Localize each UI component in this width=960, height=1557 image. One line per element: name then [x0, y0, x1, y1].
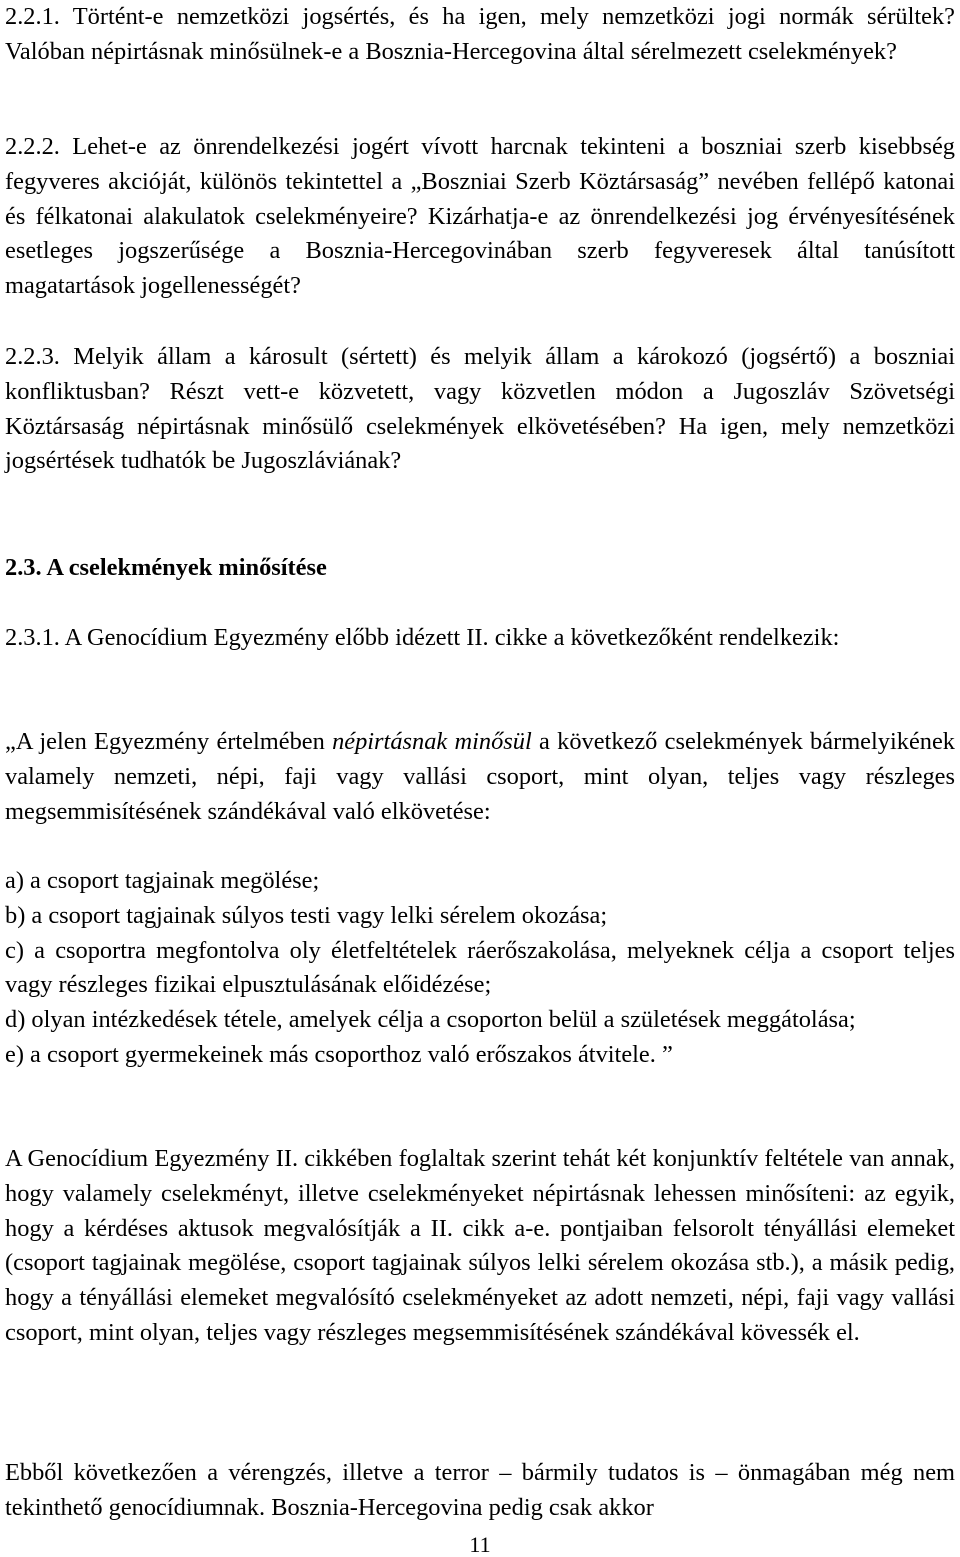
paragraph-2-2-1: 2.2.1. Történt-e nemzetközi jogsértés, és ha igen, mely nemzetközi jogi normák sérültek? Valóban népirtásnak minősülnek-e a Bosznia-Hercegovina által sérelmezett cselekmények? — [5, 3, 955, 65]
list-item-c: c) a csoportra megfontolva oly életfeltételek ráerőszakolása, melyeknek célja a csoport teljes vagy részleges fizikai elpusztulásának előidézése; — [5, 936, 955, 999]
list-item-a: a) a csoport tagjainak megölése; — [5, 867, 320, 894]
quote-emphasis: népirtásnak minősül — [332, 728, 532, 755]
list-item-e: e) a csoport gyermekeinek más csoporthoz való erőszakos átvitele. ” — [5, 1040, 673, 1068]
quoted-definition — [5, 725, 955, 829]
section-heading-2-3: 2.3. A cselekmények minősítése — [5, 554, 327, 581]
paragraph-conclusion: Ebből következően a vérengzés, illetve a terror – bármily tudatos is – önmagában még nem tekinthető genocídiumnak. Bosznia-Hercegovina pedig csak akkor — [5, 1459, 955, 1521]
quote-lead: „A jelen Egyezmény értelmében — [5, 728, 333, 755]
paragraph-conjunctive-conditions: A Genocídium Egyezmény II. cikkében foglaltak szerint tehát két konjunktív feltétele van annak, hogy valamely cselekményt, illetve cselekményeket népirtásnak lehessen minősíteni: az egyik, hogy a kérdéses aktusok megvalósítják a II. cikk a-e. pontjaiban felsorolt tényállási elemeket (csoport tagjainak megölése, csoport tagjainak súlyos lelki sérelem okozása stb.), a másik pedig, hogy a tényállási elemeket megvalósító cselekményeket az adott nemzeti, népi, faji vagy vallási csoport, mint olyan, teljes vagy részleges megsemmisítésének szándékával kövessék el. — [5, 1145, 955, 1346]
paragraph-2-2-2: 2.2.2. Lehet-e az önrendelkezési jogért vívott harcnak tekinteni a boszniai szerb kisebbség fegyveres akcióját, különös tekintettel a „Boszniai Szerb Köztársaság” nevében fellépő katonai és félkatonai alakulatok cselekményeire? Kizárhatja-e az önrendelkezési jog érvényesítésének esetleges jogszerűsége a Bosznia-Hercegovinában szerb fegyveresek által tanúsított magatartások jogellenességét? — [5, 133, 955, 300]
list-item-b: b) a csoport tagjainak súlyos testi vagy lelki sérelem okozása; — [5, 901, 608, 929]
page-number: 11 — [469, 1532, 491, 1557]
paragraph-2-3-1: 2.3.1. A Genocídium Egyezmény előbb idézett II. cikke a következőként rendelkezik: — [5, 624, 840, 651]
quote-rest: a következő cselekmények bármelyikének valamely nemzeti, népi, faji vagy vallási csoport, mint olyan, teljes vagy részleges megsemmisítésének szándékával való elkövetése: — [5, 728, 955, 825]
list-item-d: d) olyan intézkedések tétele, amelyek célja a csoporton belül a születések meggátolása; — [5, 1006, 856, 1034]
paragraph-2-2-3: 2.2.3. Melyik állam a károsult (sértett) és melyik állam a károkozó (jogsértő) a boszniai konfliktusban? Részt vett-e közvetett, vagy közvetlen módon a Jugoszláv Szövetségi Köztársaság népirtásnak minősülő cselekmények elkövetésében? Ha igen, mely nemzetközi jogsértések tudhatók be Jugoszláviának? — [5, 343, 955, 475]
enumeration-list — [5, 864, 955, 1073]
